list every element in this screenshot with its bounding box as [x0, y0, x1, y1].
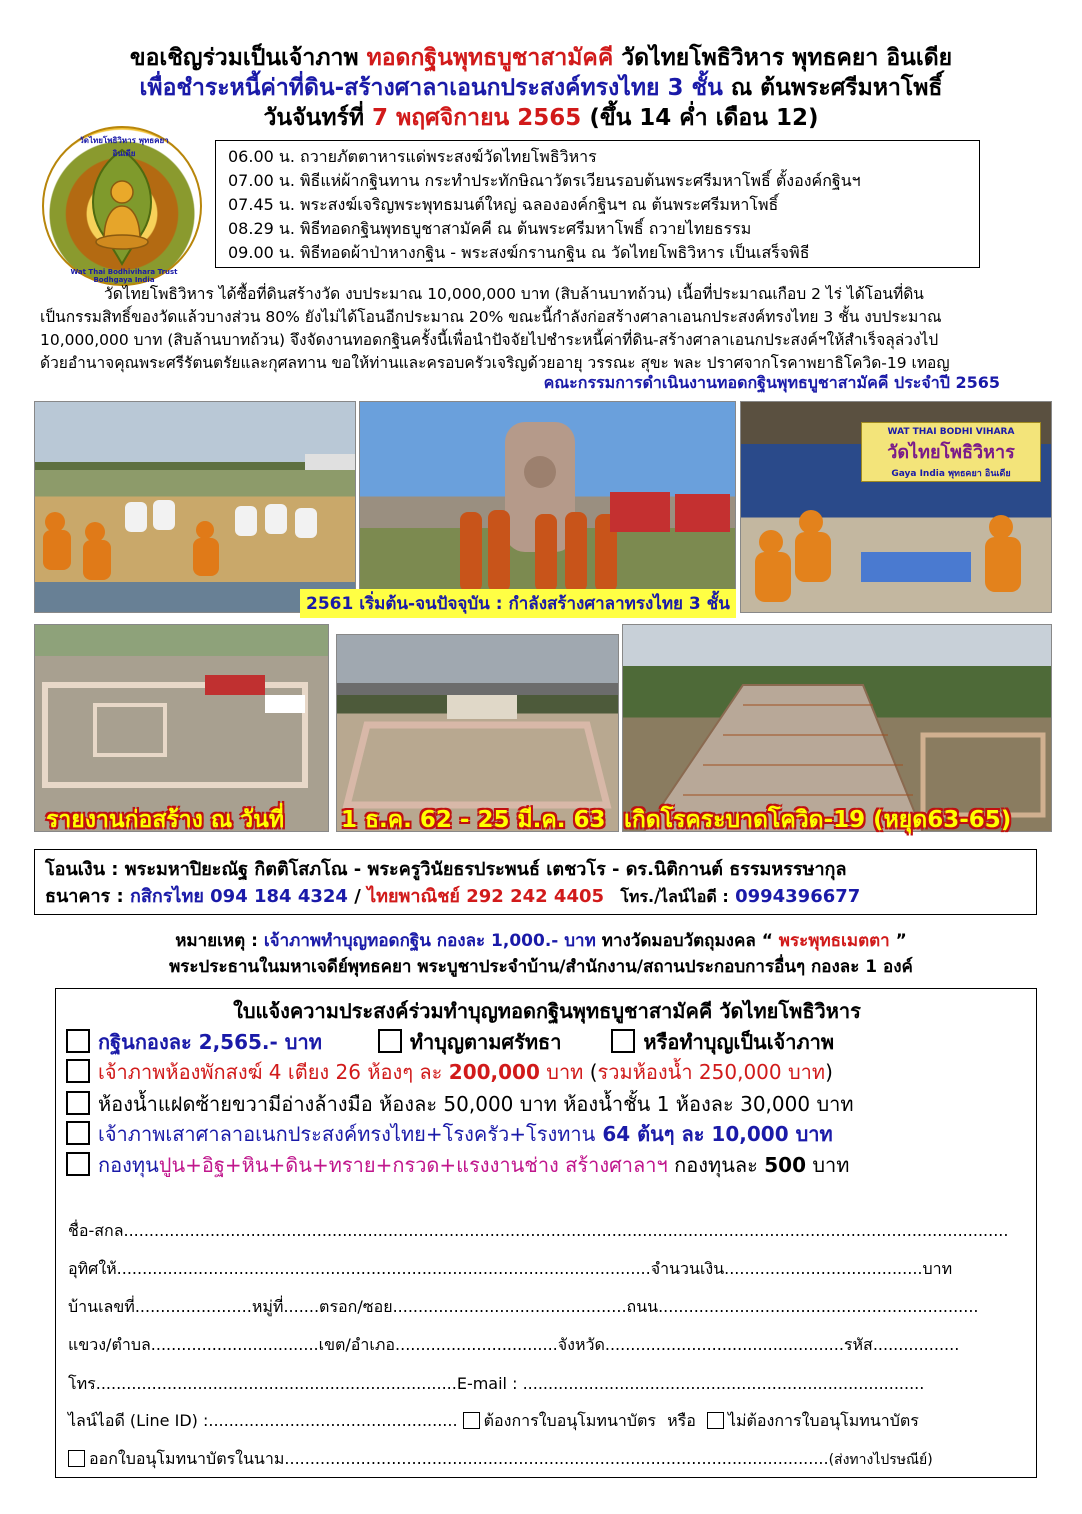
option-kathin-label: กฐินกองละ 2,565.- บาท — [98, 1030, 322, 1054]
option-host-label: หรือทำบุญเป็นเจ้าภาพ — [643, 1030, 835, 1054]
committee-signature: คณะกรรมการดำเนินงานทอดกฐินพุทธบูชาสามัคคี ประจำปี 2565 — [543, 373, 1000, 392]
checkbox-materials-fund[interactable] — [66, 1152, 90, 1176]
paragraph-line: เป็นกรรมสิทธิ์ของวัดแล้วบางส่วน 80% ยังไม่ได้โอนอีกประมาณ 20% ขณะนี้กำลังก่อสร้างศาลาเอนกประสงค์ทรงไทย 3 ชั้น งบประมาณ — [40, 308, 942, 326]
field-receipt-name[interactable]: ออกใบอนุโมทนาบัตรในนาม........................................................................................................... — [89, 1449, 829, 1468]
no-receipt-label: ไม่ต้องการใบอนุโมทนาบัตร — [727, 1411, 919, 1430]
option-room-amount: 200,000 — [448, 1060, 540, 1084]
checkbox-no-receipt[interactable] — [707, 1412, 724, 1429]
field-line-receipt-row — [68, 1409, 919, 1434]
temple-logo — [42, 126, 202, 286]
amulet-name: พระพุทธเมตตา — [778, 931, 890, 951]
banner-text-th: วัดไทยโพธิวิหาร — [887, 442, 1015, 463]
phone-label: โทร./ไลน์ไอดี : — [620, 887, 729, 906]
photo-row2-caption-2: 1 ธ.ค. 62 - 25 มี.ค. 63 — [341, 807, 606, 833]
transfer-line — [45, 856, 1026, 883]
paren-open: ( — [589, 1060, 598, 1084]
schedule-item: 07.00 น. พิธีแห่ผ้ากฐินทาน กระทำประทักษิณาวัตรเวียนรอบต้นพระศรีมหาโพธิ์ ตั้งองค์กฐินฯ — [228, 171, 861, 190]
donation-form — [55, 988, 1037, 1478]
checkbox-monk-room[interactable] — [66, 1059, 90, 1083]
field-address[interactable]: บ้านเลขที่.......................หมู่ที่.......ตรอก/ซอย..............................................ถนน............................................................... — [68, 1297, 979, 1316]
note-gift-text: ทางวัดมอบวัตถุมงคล — [601, 931, 756, 951]
post-note: (ส่งทางไปรษณีย์) — [828, 1452, 933, 1468]
form-option-row-4 — [66, 1119, 833, 1149]
option-fund-label: กองทุน — [98, 1153, 159, 1177]
header-year: 2565 — [517, 105, 582, 131]
schedule-item: 06.00 น. ถวายภัตตาหารแด่พระสงฆ์วัดไทยโพธิวิหาร — [228, 147, 597, 166]
checkbox-kathin[interactable] — [66, 1029, 90, 1053]
header-purpose-text: เพื่อชำระหนี้ค่าที่ดิน-สร้างศาลาเอนกประสงค์ทรงไทย 3 ชั้น — [139, 75, 723, 101]
option-faith-label: ทำบุญตามศรัทธา — [409, 1030, 562, 1054]
note-line-2: พระประธานในมหาเจดีย์พุทธคยา พระบูชาประจำบ้าน/สำนักงาน/สถานประกอบการอื่นๆ กองละ 1 องค์ — [169, 957, 913, 977]
header-lunar-date: (ขึ้น 14 ค่ำ เดือน 12) — [589, 105, 819, 131]
form-option-row-5 — [66, 1150, 849, 1180]
quote-close: ” — [895, 931, 907, 951]
photo-row2-caption-3: เกิดโรคระบาดโควิด-19 (หยุด63-65) — [624, 807, 1012, 833]
schedule-item: 07.45 น. พระสงฆ์เจริญพระพุทธมนต์ใหญ่ ฉลององค์กฐินฯ ณ ต้นพระศรีมหาโพธิ์ — [228, 195, 779, 214]
paragraph-line: วัดไทยโพธิวิหาร ได้ซื้อที่ดินสร้างวัด งบประมาณ 10,000,000 บาท (สิบล้านบาทถ้วน) เนื้อที่ประมาณเกือบ 2 ไร่ ได้โอนที่ดิน — [104, 285, 924, 303]
checkbox-pillar[interactable] — [66, 1121, 90, 1145]
bank-label: ธนาคาร : — [45, 886, 124, 907]
quote-open: “ — [761, 931, 773, 951]
field-dedicate-amount[interactable]: อุทิศให้.........................................................................................................จำนวนเงิน.......................................บาท — [68, 1259, 953, 1278]
field-line-id[interactable]: ไลน์ไอดี (Line ID) :................................................. — [68, 1411, 458, 1430]
paragraph-line: 10,000,000 บาท (สิบล้านบาทถ้วน) จึงจัดงานทอดกฐินครั้งนี้เพื่อนำปัจจัยไปชำระหนี้ค่าที่ดิน-สร้างศาลาเอนกประสงค์ฯให้สำเร็จลุล่วงไป — [40, 331, 939, 349]
note-label: หมายเหตุ : — [175, 931, 258, 951]
form-option-row-2 — [66, 1057, 833, 1087]
header-month: พฤศจิกายน — [396, 105, 510, 131]
field-receipt-name-row — [68, 1447, 933, 1472]
bank-transfer-box — [34, 849, 1037, 915]
header-temple-text: วัดไทยโพธิวิหาร พุทธคยา อินเดีย — [621, 45, 953, 71]
option-pillar-label: เจ้าภาพเสาศาลาอเนกประสงค์ทรงไทย+โรงครัว+โรงทาน — [98, 1122, 596, 1146]
field-phone-email[interactable]: โทร.......................................................................E-mail : ............................................................................... — [68, 1374, 925, 1393]
option-fund-per: กองทุนละ — [674, 1153, 758, 1177]
photo-monks-statue — [359, 401, 736, 613]
schedule-box — [215, 140, 980, 268]
buddha-statue-monks-illustration — [360, 402, 736, 613]
scb-account: ไทยพาณิชย์ 292 242 4405 — [367, 886, 605, 907]
checkbox-host[interactable] — [611, 1029, 635, 1053]
option-fund-unit: บาท — [812, 1153, 850, 1177]
header-day: วันจันทร์ที่ — [263, 105, 365, 131]
note-sponsor-text: เจ้าภาพทำบุญทอดกฐิน กองละ 1,000.- บาท — [263, 931, 596, 951]
header-location-text: ณ ต้นพระศรีมหาโพธิ์ — [730, 75, 943, 101]
banner-text-en: WAT THAI BODHI VIHARA — [887, 427, 1015, 437]
logo-bottom-text: Wat Thai Bodhivihara Trust Bodhgaya India — [70, 268, 178, 284]
schedule-item: 08.29 น. พิธีทอดกฐินพุทธบูชาสามัคคี ณ ต้นพระศรีมหาโพธิ์ ถวายไทยธรรม — [228, 219, 752, 238]
note-section — [0, 928, 1082, 980]
header-kathin-text: ทอดกฐินพุทธบูชาสามัคคี — [366, 45, 614, 71]
temple-banner-sign — [861, 422, 1041, 482]
header-invite-text: ขอเชิญร่วมเป็นเจ้าภาพ — [129, 45, 359, 71]
kasikorn-account: กสิกรไทย 094 184 4324 — [129, 886, 348, 907]
photo-ceremony-field — [34, 401, 356, 613]
option-fund-amount: 500 — [764, 1153, 806, 1177]
paragraph-line: ด้วยอำนาจคุณพระศรีรัตนตรัยและกุศลทาน ขอให้ท่านและครอบครัวเจริญด้วยอายุ วรรณะ สุขะ พละ ปราศจากโรคาพยาธิโควิด-19 เทอญ — [40, 354, 950, 372]
bank-separator: / — [354, 886, 361, 907]
option-fund-materials: ปูน+อิฐ+หิน+ดิน+ทราย+กรวด+แรงงานช่าง สร้างศาลาฯ — [158, 1153, 668, 1177]
header-date: 7 — [372, 105, 389, 131]
option-pillar-amount: 64 ต้นๆ ละ 10,000 บาท — [602, 1122, 833, 1146]
transfer-names: พระมหาปิยะณัฐ กิตติโสภโณ - พระครูวินัยธรประพนธ์ เตชวโร - ดร.นิติกานต์ ธรรมหรรษากุล — [124, 859, 847, 880]
photo-monks-meal — [740, 401, 1052, 613]
checkbox-issue-receipt[interactable] — [68, 1450, 85, 1467]
monks-ceremony-illustration — [35, 402, 356, 613]
bank-line — [45, 883, 1026, 910]
checkbox-want-receipt[interactable] — [463, 1412, 480, 1429]
phone-number: 0994396677 — [735, 886, 861, 907]
option-room-unit: บาท — [546, 1060, 584, 1084]
or-label: หรือ — [667, 1411, 696, 1430]
schedule-item: 09.00 น. พิธีทอดผ้าป่าหางกฐิน - พระสงฆ์กรานกฐิน ณ วัดไทยโพธิวิหาร เป็นเสร็จพิธี — [228, 243, 810, 262]
option-bathroom-label: ห้องน้ำแฝดซ้ายขวามีอ่างล้างมือ ห้องละ 50,000 บาท ห้องน้ำชั้น 1 ห้องละ 30,000 บาท — [98, 1092, 854, 1116]
form-title: ใบแจ้งความประสงค์ร่วมทำบุญทอดกฐินพุทธบูชาสามัคคี วัดไทยโพธิวิหาร — [233, 999, 861, 1023]
want-receipt-label: ต้องการใบอนุโมทนาบัตร — [483, 1411, 656, 1430]
banner-text-location: Gaya India พุทธคยา อินเดีย — [891, 469, 1011, 479]
checkbox-bathroom[interactable] — [66, 1091, 90, 1115]
form-option-row-1 — [66, 1027, 834, 1057]
form-option-row-3 — [66, 1089, 854, 1119]
option-room-with-bath: รวมห้องน้ำ 250,000 บาท — [597, 1060, 826, 1084]
description-paragraph — [40, 283, 1040, 375]
checkbox-faith[interactable] — [378, 1029, 402, 1053]
transfer-label: โอนเงิน : — [45, 859, 119, 880]
paren-close: ) — [825, 1060, 833, 1084]
photo-row2-caption-1: รายงานก่อสร้าง ณ วันที่ — [46, 807, 285, 833]
logo-top-text: วัดไทยโพธิวิหาร พุทธคยา อินเดีย — [79, 136, 169, 158]
photo-row1-caption: 2561 เริ่มต้น-จนปัจจุบัน : กำลังสร้างศาลาทรงไทย 3 ชั้น — [300, 589, 736, 618]
note-line-1 — [0, 928, 1082, 954]
field-name[interactable]: ชื่อ-สกล.............................................................................................................................................................................. — [68, 1221, 1009, 1240]
field-district[interactable]: แขวง/ตำบล.................................เขต/อำเภอ................................จังหวัด...............................................รหัส................. — [68, 1335, 960, 1354]
option-room-label: เจ้าภาพห้องพักสงฆ์ 4 เตียง 26 ห้องๆ ละ — [98, 1060, 443, 1084]
